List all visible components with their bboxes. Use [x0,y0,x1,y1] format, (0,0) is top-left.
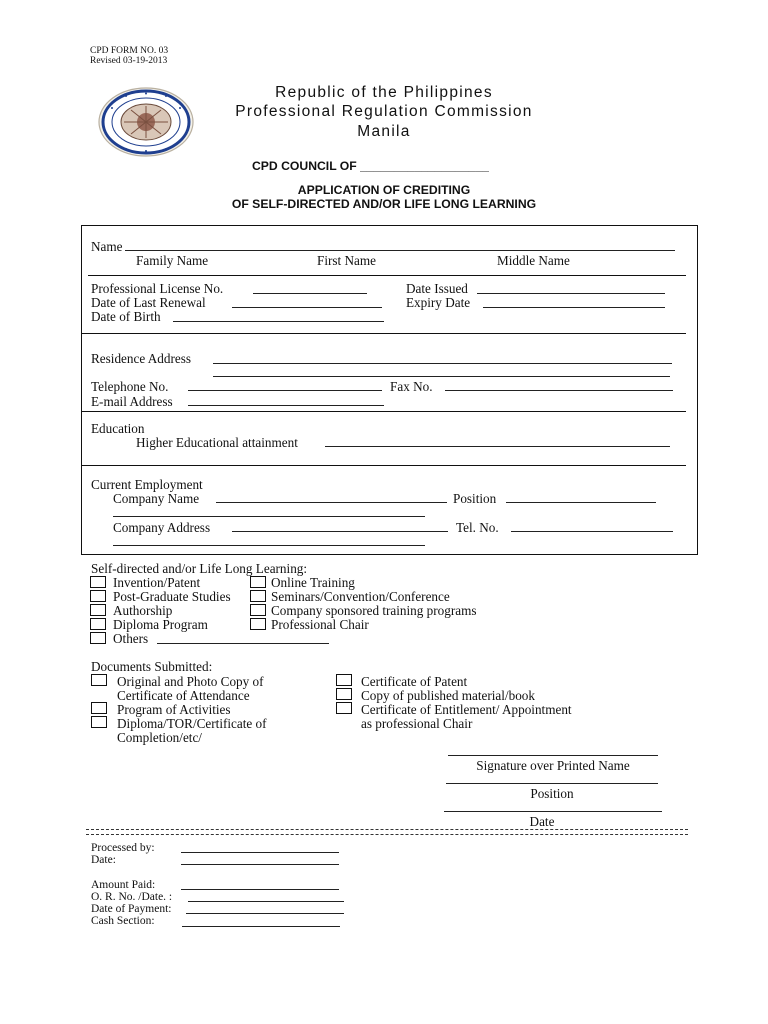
email-label: E-mail Address [91,394,173,409]
tel-no-field[interactable] [511,531,673,532]
header-commission: Professional Regulation Commission [235,103,533,120]
checkbox-published-material[interactable] [336,688,352,700]
license-no-label: Professional License No. [91,281,224,296]
option-label: Online Training [271,575,355,590]
first-name-label: First Name [317,253,376,268]
checkbox-post-graduate[interactable] [90,590,106,602]
section-divider [82,465,686,466]
residence-field-line2[interactable] [213,376,670,377]
doc-label: Certificate of Patent [361,674,468,689]
cash-section-label: Cash Section: [91,915,155,927]
divider [88,275,686,276]
amount-paid-label: Amount Paid: [91,879,156,891]
checkbox-diploma-tor[interactable] [91,716,107,728]
header-republic: Republic of the Philippines [275,84,493,101]
option-label: Invention/Patent [113,575,201,590]
option-label: Diploma Program [113,617,208,632]
attainment-label: Higher Educational attainment [136,435,298,450]
payment-date-label: Date of Payment: [91,903,172,915]
family-name-label: Family Name [136,253,209,268]
processed-by-field[interactable] [181,852,339,853]
residence-field[interactable] [213,363,672,364]
checkbox-company-training[interactable] [250,604,266,616]
company-address-label: Company Address [113,520,211,535]
or-no-field[interactable] [188,901,344,902]
attainment-field[interactable] [325,446,670,447]
checkbox-certificate-attendance[interactable] [91,674,107,686]
signature-label: Signature over Printed Name [476,758,630,773]
or-no-label: O. R. No. /Date. : [91,891,173,903]
option-label: Authorship [113,603,173,618]
others-field[interactable] [157,643,329,644]
checkbox-certificate-patent[interactable] [336,674,352,686]
position-sign-field[interactable] [446,783,658,784]
form-title-line2: OF SELF-DIRECTED AND/OR LIFE LONG LEARNING [231,197,537,211]
expiry-date-field[interactable] [483,307,665,308]
fax-label: Fax No. [390,379,433,394]
documents-label: Documents Submitted: [91,659,213,674]
processed-by-label: Processed by: [91,842,155,854]
company-address-field[interactable] [232,531,448,532]
cut-line-separator [86,829,688,835]
company-name-label: Company Name [113,491,200,506]
section-divider [82,411,686,412]
form-number: CPD FORM NO. 03 [90,46,169,56]
doc-label: Program of Activities [117,702,231,717]
checkbox-others[interactable] [90,632,106,644]
doc-label: Completion/etc/ [117,730,202,745]
license-no-field[interactable] [253,293,367,294]
checkbox-online-training[interactable] [250,576,266,588]
date-sign-field[interactable] [444,811,662,812]
fax-field[interactable] [445,390,673,391]
option-label: Seminars/Convention/Conference [271,589,450,604]
signature-field[interactable] [448,755,658,756]
sdl-label: Self-directed and/or Life Long Learning: [91,561,308,576]
office-date-field[interactable] [181,864,339,865]
name-field[interactable] [125,250,675,251]
option-label: Company sponsored training programs [271,603,477,618]
checkbox-diploma-program[interactable] [90,618,106,630]
cpd-council-field[interactable]: CPD COUNCIL OF ___________________ [252,159,489,173]
section-divider [82,333,686,334]
telephone-label: Telephone No. [91,379,169,394]
company-address-field-line2[interactable] [113,545,425,546]
position-field[interactable] [506,502,656,503]
checkbox-entitlement[interactable] [336,702,352,714]
doc-label: Certificate of Entitlement/ Appointment [361,702,572,717]
doc-label: Copy of published material/book [361,688,535,703]
option-label: Others [113,631,149,646]
tel-no-label: Tel. No. [456,520,499,535]
telephone-field[interactable] [188,390,382,391]
education-label: Education [91,421,145,436]
doc-label: Original and Photo Copy of [117,674,264,689]
doc-label: Diploma/TOR/Certificate of [117,716,267,731]
birth-date-field[interactable] [173,321,384,322]
email-field[interactable] [188,405,384,406]
checkbox-authorship[interactable] [90,604,106,616]
checkbox-professional-chair[interactable] [250,618,266,630]
amount-paid-field[interactable] [181,889,339,890]
position-sign-label: Position [530,786,574,801]
name-label: Name [91,239,123,254]
expiry-date-label: Expiry Date [406,295,471,310]
option-label: Professional Chair [271,617,369,632]
form-revision: Revised 03-19-2013 [90,56,168,66]
employment-label: Current Employment [91,477,203,492]
position-label: Position [453,491,497,506]
form-title-line1: APPLICATION OF CREDITING [297,183,471,197]
checkbox-invention-patent[interactable] [90,576,106,588]
checkbox-seminars[interactable] [250,590,266,602]
doc-label: Certificate of Attendance [117,688,250,703]
cash-section-field[interactable] [182,926,340,927]
last-renewal-field[interactable] [232,307,382,308]
last-renewal-label: Date of Last Renewal [91,295,206,310]
option-label: Post-Graduate Studies [113,589,231,604]
date-issued-label: Date Issued [406,281,468,296]
checkbox-program-activities[interactable] [91,702,107,714]
office-date-label: Date: [91,854,116,866]
birth-date-label: Date of Birth [91,309,161,324]
date-issued-field[interactable] [477,293,665,294]
company-name-field[interactable] [216,502,447,503]
header-city: Manila [357,123,411,140]
middle-name-label: Middle Name [497,253,570,268]
residence-label: Residence Address [91,351,191,366]
doc-label: as professional Chair [361,716,473,731]
company-name-field-line2[interactable] [113,516,425,517]
payment-date-field[interactable] [186,913,344,914]
date-sign-label: Date [529,814,555,829]
